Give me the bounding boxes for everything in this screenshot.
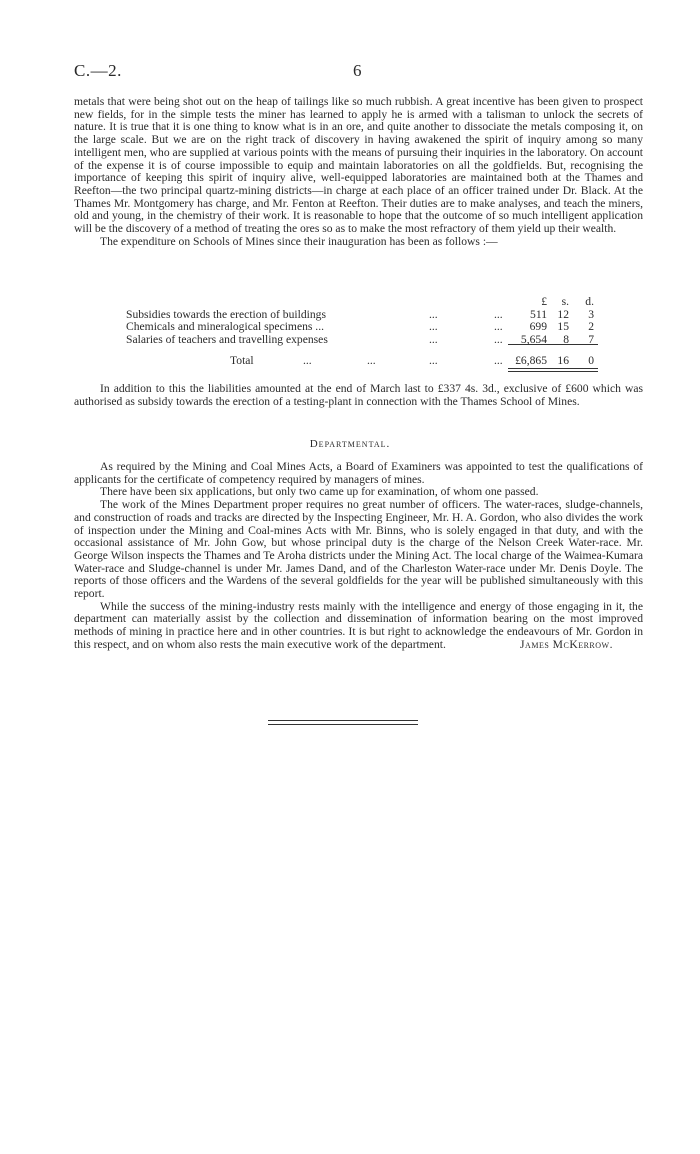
leader-dots: ... — [367, 353, 376, 367]
leader-dots: ... — [429, 320, 438, 334]
paper-reference: C.—2. — [74, 61, 122, 80]
section-heading-departmental: Departmental. — [309, 438, 391, 450]
table-header-row — [74, 296, 643, 309]
expenditure-table — [74, 296, 643, 367]
closing-rule-bottom — [268, 724, 418, 725]
total-label: Total — [230, 353, 254, 367]
row-label: Salaries of teachers and travelling expenses — [126, 333, 328, 347]
paragraph-board-of-examiners: As required by the Mining and Coal Mines Acts, a Board of Examiners was appointed to test the qualifications of applicants for the certificate of competency required by managers of mines. — [74, 460, 643, 486]
row-label: Chemicals and mineralogical specimens ... — [126, 320, 324, 334]
closing-rule-top — [268, 720, 418, 721]
signature: James McKerrow. — [520, 637, 613, 651]
paragraph-schools-of-mines: metals that were being shot out on the heap of tailings like so much rubbish. A great incentive has been given to prospect new fields, for in the simple tests the miner has learned to apply he is armed with a talisman to unlock the secrets of nature. It is true that it is one thing to know what is in an ore, and quite another to dissociate the metals composing it, on the large scale. But we are on the right track of discovery in having awakened the spirit of inquiry among so many intelligent men, who are supplied at various points with the means of pursuing their inquiries in the laboratory. On account of the expense it is of course impossible to equip and maintain laboratories on all the goldfields. But, recognising the importance of keeping this spirit of inquiry alive, well-equipped laboratories are maintained both at the Thames and Reefton—the two principal quartz-mining districts—in charge at each place of an officer trained under Dr. Black. At the Thames Mr. Montgomery has charge, and Mr. Fenton at Reefton. Their duties are to make analyses, and teach the miners, old and young, in the chemistry of their work. It is reasonable to hope that the outcome of so much intelligent application will be the discovery of a method of treating the ores so as to make the most refractory of them yield up their wealth. — [74, 95, 643, 236]
shillings-value: 12 — [557, 307, 569, 321]
shillings-value: 15 — [557, 320, 569, 334]
leader-dots: ... — [494, 333, 503, 347]
pence-value: 7 — [588, 333, 594, 347]
pounds-value: 699 — [529, 320, 547, 334]
paragraph-applications: There have been six applications, but only two came up for examination, of whom one passed. — [100, 485, 539, 499]
liabilities-text — [74, 383, 643, 408]
intro-text — [74, 96, 643, 248]
total-double-rule-bottom — [508, 371, 598, 372]
total-double-rule-top — [508, 368, 598, 369]
paragraph-expenditure-intro: The expenditure on Schools of Mines since their inauguration has been as follows :— — [100, 234, 498, 248]
leader-dots: ... — [494, 320, 503, 334]
paragraph-liabilities: In addition to this the liabilities amounted at the end of March last to £337 4s. 3d., exclusive of £600 which was authorised as subsidy towards the erection of a testing-plant in connection with the Thames School of Mines. — [74, 382, 643, 408]
pence-value: 2 — [588, 320, 594, 334]
leader-dots: ... — [494, 353, 503, 367]
page-number: 6 — [353, 61, 362, 80]
paragraph-department-work: The work of the Mines Department proper requires no great number of officers. The water-races, sludge-channels, and construction of roads and tracks are directed by the Inspecting Engineer, Mr. H. A. Gordon, who also divides the work of inspection under the Mining and Coal-mines Acts with Mr. Binns, who is solely engaged in that duty, and with the occasional assistance of Mr. John Gow, but whose principal duty is the charge of the Nelson Creek Water-race. Mr. George Wilson inspects the Thames and Te Aroha districts under the Mining Act. The local charge of the Waimea-Kumara Water-race and Sludge-channel is under Mr. James Dand, and of the Charleston Water-race under Mr. Denis Doyle. The reports of those officers and the Wardens of the several goldfields for the year will be published simultaneously with this report. — [74, 498, 643, 601]
subtotal-rule — [508, 344, 598, 345]
row-label: Subsidies towards the erection of buildings — [126, 307, 326, 321]
departmental-text — [74, 461, 643, 652]
shillings-value: 8 — [563, 333, 569, 347]
column-header-pence: d. — [585, 295, 594, 308]
leader-dots: ... — [429, 353, 438, 367]
leader-dots: ... — [303, 353, 312, 367]
pounds-value: 5,654 — [520, 333, 547, 347]
total-shillings: 16 — [557, 353, 569, 367]
column-header-shillings: s. — [561, 295, 569, 308]
total-pence: 0 — [588, 353, 594, 367]
leader-dots: ... — [429, 333, 438, 347]
paragraph-mining-industry: While the success of the mining-industry rests mainly with the intelligence and energy of those engaging in it, the department can materially assist by the collection and dissemination of information bearing on the most improved methods of mining in practice here and in other countries. It is but right to acknowledge the endeavours of Mr. Gordon in this respect, and on whom also rests the main executive work of the department. — [74, 599, 643, 651]
table-total-row — [74, 355, 643, 368]
leader-dots: ... — [494, 307, 503, 321]
column-header-pounds: £ — [541, 295, 547, 308]
pence-value: 3 — [588, 307, 594, 321]
total-pounds: £6,865 — [515, 353, 547, 367]
pounds-value: 511 — [530, 307, 547, 321]
leader-dots: ... — [429, 307, 438, 321]
